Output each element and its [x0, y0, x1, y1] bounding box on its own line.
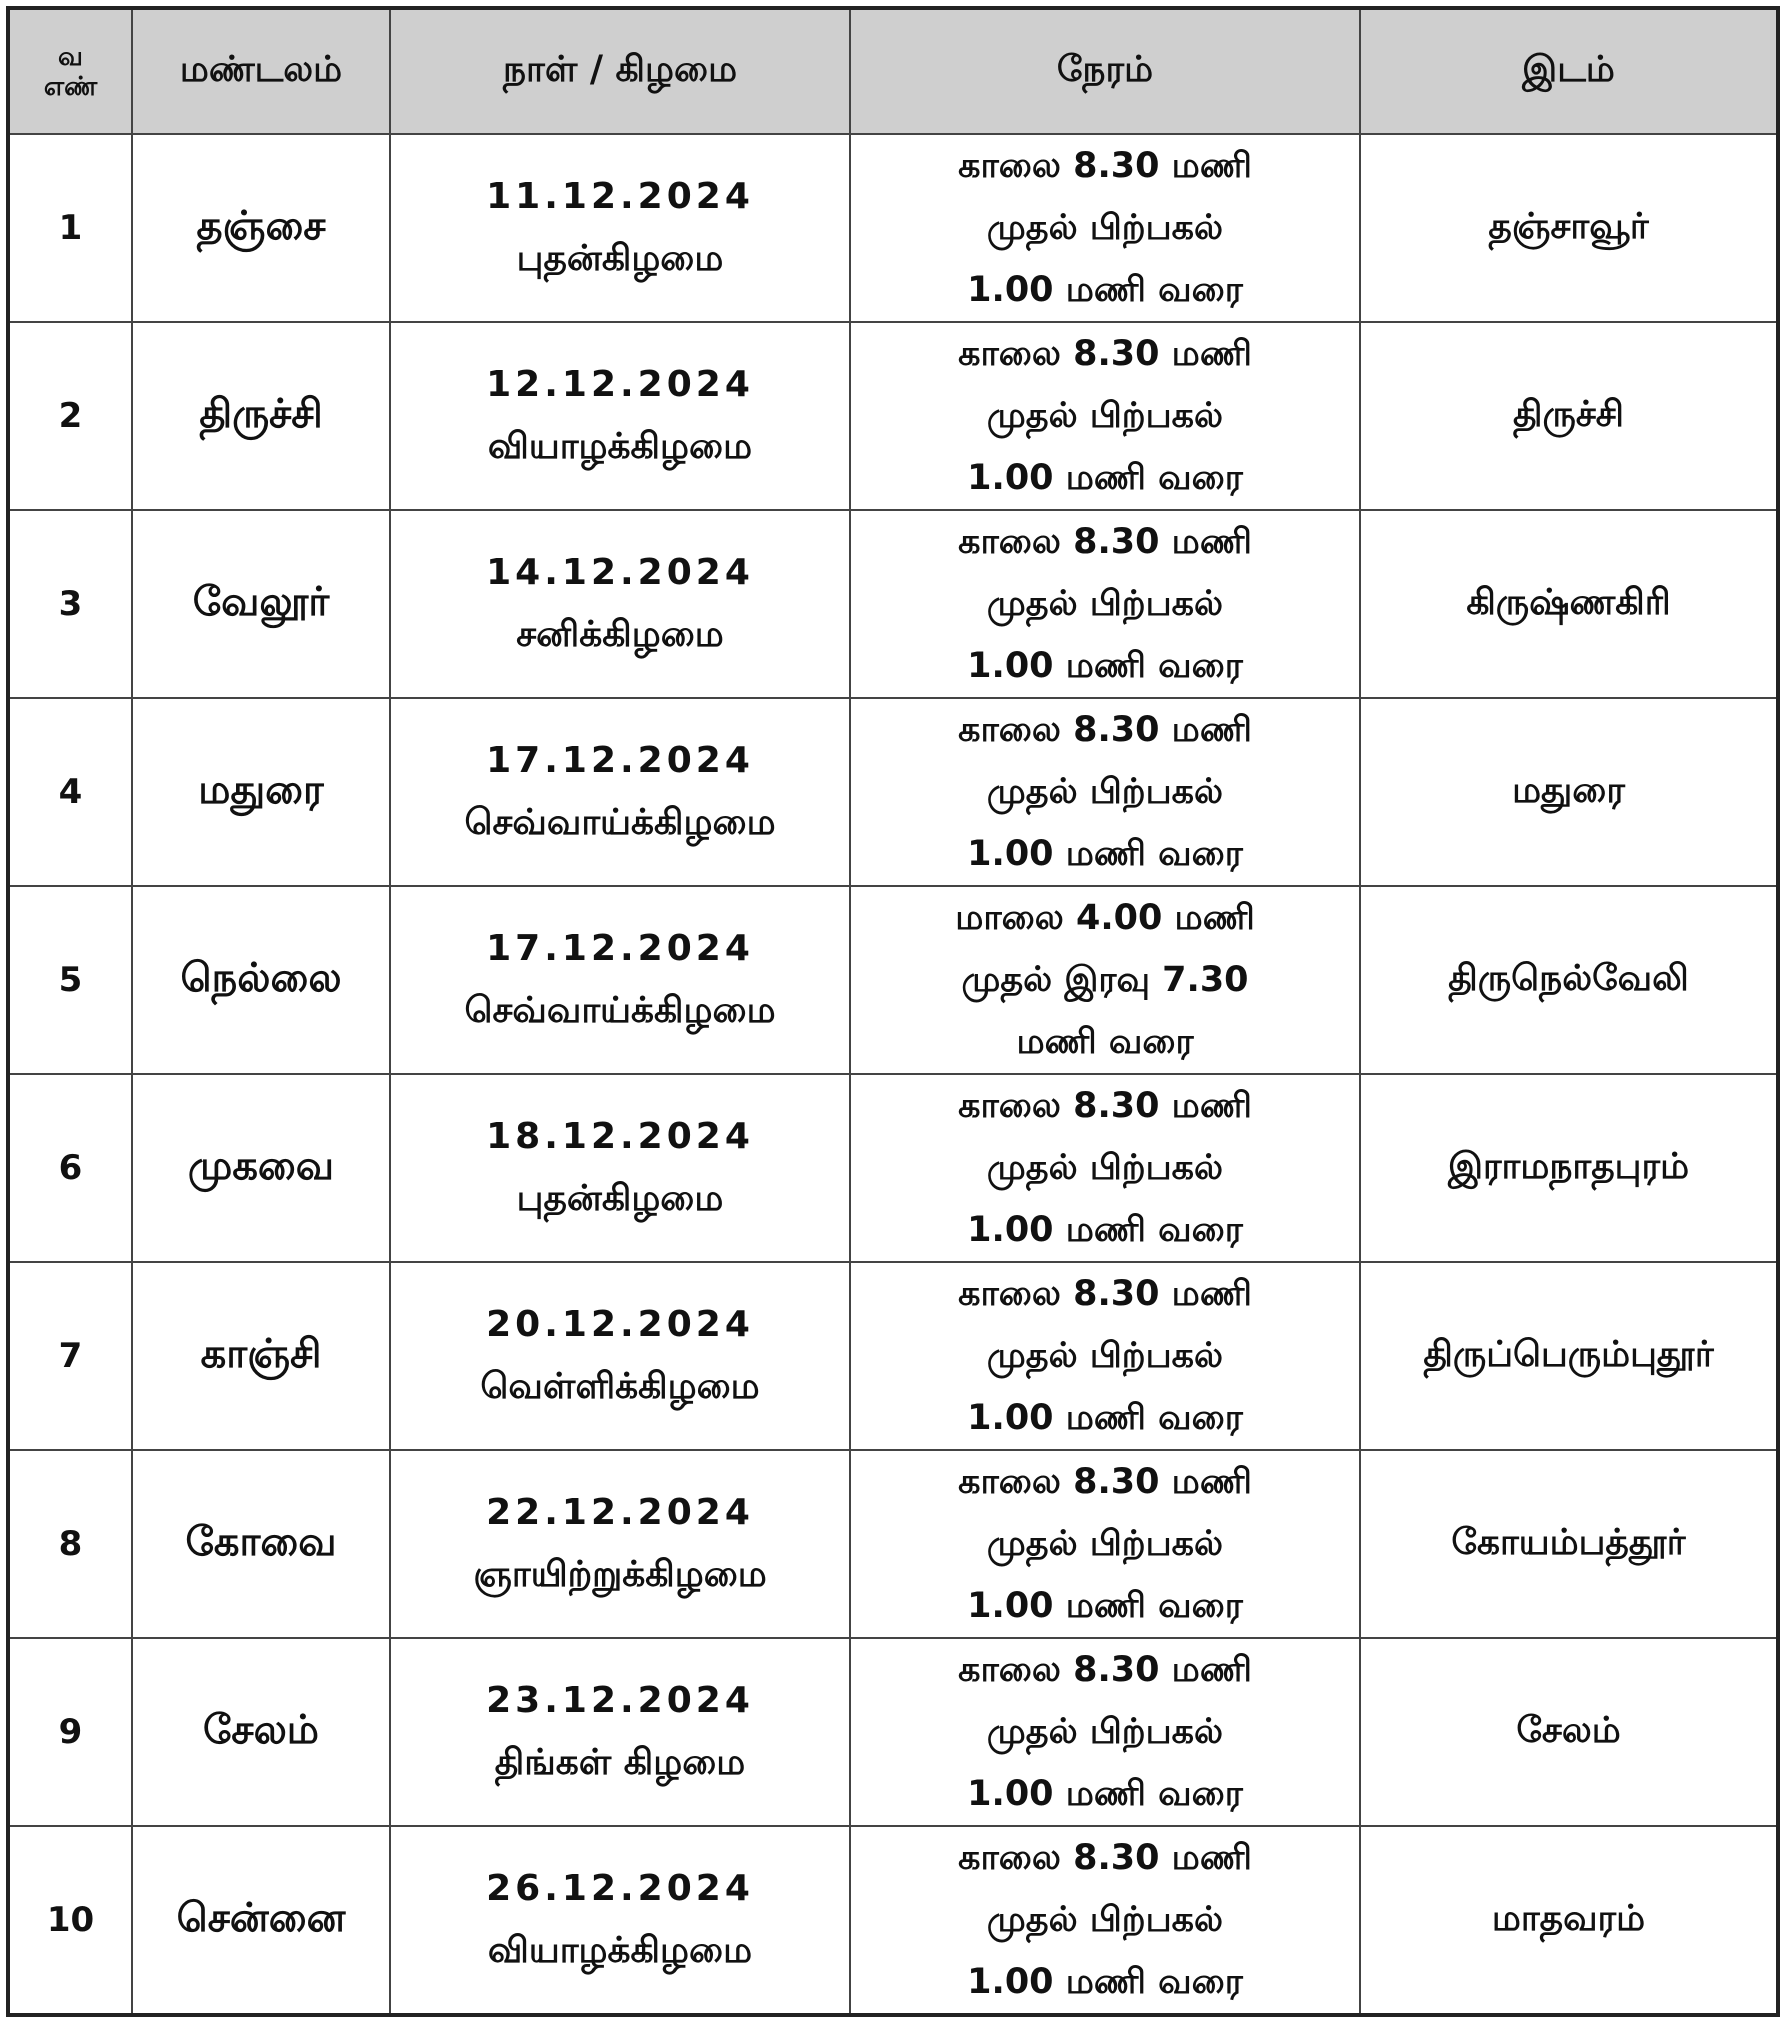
time-line-2: முதல் பிற்பகல் — [986, 208, 1224, 248]
time-line-2: முதல் பிற்பகல் — [986, 1148, 1224, 1188]
serial-number: 10 — [8, 1826, 132, 2015]
time-cell — [850, 510, 1360, 698]
time-line-3: 1.00 மணி வரை — [967, 1962, 1243, 2002]
venue-place: மதுரை — [1360, 698, 1778, 886]
time-line-2: முதல் பிற்பகல் — [986, 396, 1224, 436]
time-cell — [850, 1638, 1360, 1826]
time-line-3: 1.00 மணி வரை — [967, 270, 1243, 310]
event-weekday: புதன்கிழமை — [516, 238, 724, 279]
venue-place: திருச்சி — [1360, 322, 1778, 510]
serial-number: 2 — [8, 322, 132, 510]
zone-name: காஞ்சி — [132, 1262, 390, 1450]
header-serial-line2: எண் — [43, 71, 98, 102]
time-line-2: முதல் பிற்பகல் — [986, 1524, 1224, 1564]
event-weekday: செவ்வாய்க்கிழமை — [464, 990, 776, 1031]
table-row — [8, 886, 1778, 1074]
date-day-cell — [390, 510, 850, 698]
table-body — [8, 134, 1778, 2015]
zone-name: மதுரை — [132, 698, 390, 886]
time-cell — [850, 1450, 1360, 1638]
table-row — [8, 698, 1778, 886]
venue-place: சேலம் — [1360, 1638, 1778, 1826]
time-line-1: காலை 8.30 மணி — [958, 710, 1252, 750]
date-day-cell — [390, 1826, 850, 2015]
event-date: 18.12.2024 — [486, 1116, 754, 1157]
serial-number: 9 — [8, 1638, 132, 1826]
date-day-cell — [390, 1638, 850, 1826]
serial-number: 3 — [8, 510, 132, 698]
zone-name: வேலூர் — [132, 510, 390, 698]
zone-name: முகவை — [132, 1074, 390, 1262]
serial-number: 8 — [8, 1450, 132, 1638]
time-cell — [850, 322, 1360, 510]
time-line-2: முதல் பிற்பகல் — [986, 772, 1224, 812]
event-weekday: புதன்கிழமை — [516, 1178, 724, 1219]
time-line-2: முதல் இரவு 7.30 — [961, 960, 1249, 1000]
serial-number: 1 — [8, 134, 132, 322]
time-line-1: காலை 8.30 மணி — [958, 1462, 1252, 1502]
time-cell — [850, 134, 1360, 322]
header-row — [8, 8, 1778, 134]
event-date: 11.12.2024 — [486, 176, 754, 217]
header-place: இடம் — [1360, 8, 1778, 134]
header-serial-number — [8, 8, 132, 134]
time-line-3: 1.00 மணி வரை — [967, 1210, 1243, 1250]
event-weekday: ஞாயிற்றுக்கிழமை — [473, 1554, 767, 1595]
date-day-cell — [390, 698, 850, 886]
event-weekday: சனிக்கிழமை — [516, 614, 724, 655]
table-header — [8, 8, 1778, 134]
time-line-1: காலை 8.30 மணி — [958, 1650, 1252, 1690]
table-row — [8, 134, 1778, 322]
venue-place: கோயம்பத்தூர் — [1360, 1450, 1778, 1638]
date-day-cell — [390, 1262, 850, 1450]
date-day-cell — [390, 1450, 850, 1638]
time-line-3: 1.00 மணி வரை — [967, 1398, 1243, 1438]
date-day-cell — [390, 134, 850, 322]
table-row — [8, 1074, 1778, 1262]
time-cell — [850, 698, 1360, 886]
time-line-2: முதல் பிற்பகல் — [986, 1900, 1224, 1940]
table-row — [8, 322, 1778, 510]
event-date: 14.12.2024 — [486, 552, 754, 593]
event-date: 26.12.2024 — [486, 1868, 754, 1909]
time-line-3: 1.00 மணி வரை — [967, 1586, 1243, 1626]
event-date: 12.12.2024 — [486, 364, 754, 405]
time-line-1: காலை 8.30 மணி — [958, 522, 1252, 562]
time-cell — [850, 886, 1360, 1074]
time-cell — [850, 1074, 1360, 1262]
time-line-3: 1.00 மணி வரை — [967, 834, 1243, 874]
venue-place: கிருஷ்ணகிரி — [1360, 510, 1778, 698]
event-weekday: திங்கள் கிழமை — [494, 1742, 746, 1783]
serial-number: 7 — [8, 1262, 132, 1450]
schedule-sheet — [6, 6, 1776, 2010]
time-line-2: முதல் பிற்பகல் — [986, 1336, 1224, 1376]
time-line-1: காலை 8.30 மணி — [958, 146, 1252, 186]
table-row — [8, 1262, 1778, 1450]
event-date: 23.12.2024 — [486, 1680, 754, 1721]
venue-place: தஞ்சாவூர் — [1360, 134, 1778, 322]
date-day-cell — [390, 322, 850, 510]
date-day-cell — [390, 886, 850, 1074]
event-date: 17.12.2024 — [486, 740, 754, 781]
event-weekday: வெள்ளிக்கிழமை — [480, 1366, 760, 1407]
time-line-3: 1.00 மணி வரை — [967, 1774, 1243, 1814]
zone-name: சேலம் — [132, 1638, 390, 1826]
event-weekday: செவ்வாய்க்கிழமை — [464, 802, 776, 843]
time-line-1: காலை 8.30 மணி — [958, 1086, 1252, 1126]
date-day-cell — [390, 1074, 850, 1262]
time-line-2: முதல் பிற்பகல் — [986, 1712, 1224, 1752]
zone-name: தஞ்சை — [132, 134, 390, 322]
time-cell — [850, 1262, 1360, 1450]
event-date: 20.12.2024 — [486, 1304, 754, 1345]
venue-place: இராமநாதபுரம் — [1360, 1074, 1778, 1262]
time-line-3: 1.00 மணி வரை — [967, 646, 1243, 686]
header-zone: மண்டலம் — [132, 8, 390, 134]
table-row — [8, 1450, 1778, 1638]
table-row — [8, 1638, 1778, 1826]
venue-place: திருப்பெரும்புதூர் — [1360, 1262, 1778, 1450]
time-cell — [850, 1826, 1360, 2015]
time-line-3: மணி வரை — [1016, 1022, 1194, 1062]
header-day: நாள் / கிழமை — [390, 8, 850, 134]
serial-number: 5 — [8, 886, 132, 1074]
header-time: நேரம் — [850, 8, 1360, 134]
time-line-2: முதல் பிற்பகல் — [986, 584, 1224, 624]
event-weekday: வியாழக்கிழமை — [487, 426, 753, 467]
zone-name: நெல்லை — [132, 886, 390, 1074]
serial-number: 6 — [8, 1074, 132, 1262]
venue-place: திருநெல்வேலி — [1360, 886, 1778, 1074]
zone-name: திருச்சி — [132, 322, 390, 510]
event-date: 17.12.2024 — [486, 928, 754, 969]
header-serial-line1: வ — [58, 41, 83, 72]
venue-place: மாதவரம் — [1360, 1826, 1778, 2015]
event-date: 22.12.2024 — [486, 1492, 754, 1533]
event-weekday: வியாழக்கிழமை — [487, 1930, 753, 1971]
zone-name: சென்னை — [132, 1826, 390, 2015]
table-row — [8, 1826, 1778, 2015]
time-line-1: காலை 8.30 மணி — [958, 334, 1252, 374]
time-line-1: காலை 8.30 மணி — [958, 1838, 1252, 1878]
time-line-3: 1.00 மணி வரை — [967, 458, 1243, 498]
serial-number: 4 — [8, 698, 132, 886]
table-row — [8, 510, 1778, 698]
time-line-1: மாலை 4.00 மணி — [955, 898, 1255, 938]
zone-name: கோவை — [132, 1450, 390, 1638]
time-line-1: காலை 8.30 மணி — [958, 1274, 1252, 1314]
schedule-table — [6, 6, 1780, 2017]
